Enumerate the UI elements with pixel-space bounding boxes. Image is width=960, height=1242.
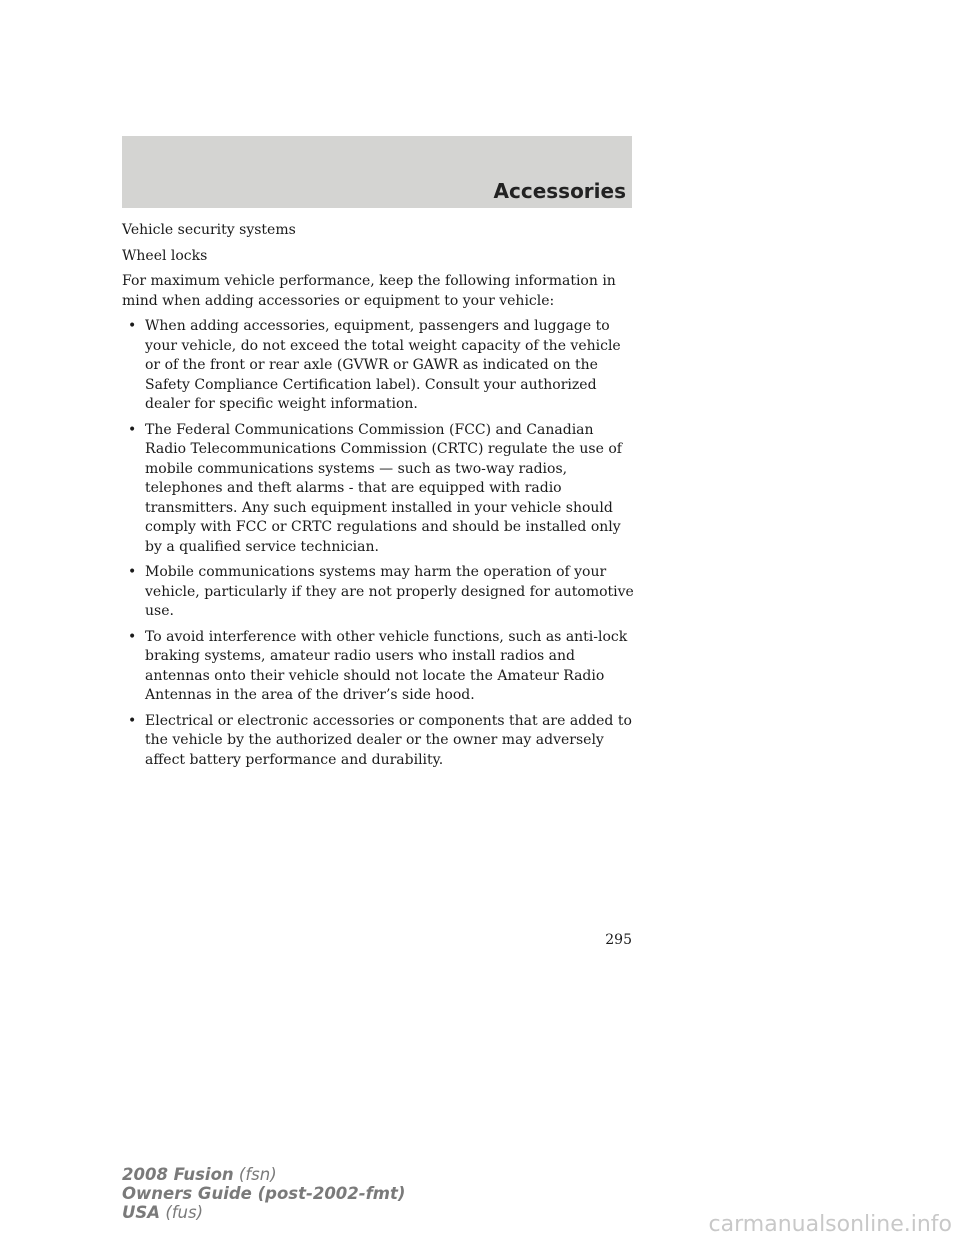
document-footer bbox=[122, 1165, 405, 1222]
intro-paragraph: For maximum vehicle performance, keep the following information in mind when adding accessories or equipment to your vehicle: bbox=[122, 273, 616, 309]
footer-model: 2008 Fusion bbox=[122, 1165, 234, 1184]
bullet-icon: • bbox=[128, 712, 137, 729]
bullet-icon: • bbox=[128, 421, 137, 438]
bullet-text: To avoid interference with other vehicle functions, such as anti-lock braking systems, amateur radio users who install radios and antennas onto their vehicle should not locate the Amateur Radio Antennas in the area of the driver’s side hood. bbox=[145, 628, 628, 703]
page-number: 295 bbox=[605, 932, 632, 948]
bullet-text: Electrical or electronic accessories or components that are added to the vehicle by the authorized dealer or the owner may adversely affect battery performance and durability. bbox=[145, 712, 632, 768]
list-item-security-systems: Vehicle security systems bbox=[122, 222, 296, 238]
page-content bbox=[122, 221, 634, 776]
bullet-icon: • bbox=[128, 318, 137, 334]
bullet-list bbox=[122, 317, 634, 770]
bullet-text: The Federal Communications Commission (FCC) and Canadian Radio Telecommunications Commission (CRTC) regulate the use of mobile communications systems — such as two-way radios, telephones and theft alarms - that are equipped with radio transmitters. Any such equipment installed in your vehicle should comply with FCC or CRTC regulations and should be installed only by a qualified service technician. bbox=[145, 421, 622, 555]
bullet-text: Mobile communications systems may harm the operation of your vehicle, particularly if they are not properly designed for automotive use. bbox=[145, 564, 634, 619]
bullet-item-fcc bbox=[122, 421, 634, 558]
list-item-wheel-locks: Wheel locks bbox=[122, 247, 208, 264]
footer-line-market bbox=[122, 1203, 405, 1222]
section-header-band bbox=[122, 136, 632, 208]
bullet-item-mobile bbox=[122, 563, 634, 622]
bullet-item-interference bbox=[122, 628, 634, 706]
footer-line-model bbox=[122, 1165, 405, 1184]
bullet-text: When adding accessories, equipment, passengers and luggage to your vehicle, do not exceed the total weight capacity of the vehicle or of the front or rear axle (GVWR or GAWR as indicated on the Safety Compliance Certification label). Consult your authorized dealer for specific weight information. bbox=[145, 318, 621, 412]
footer-model-code: (fsn) bbox=[238, 1165, 277, 1184]
section-title: Accessories bbox=[493, 179, 626, 203]
footer-line-guide bbox=[122, 1184, 405, 1203]
footer-market: USA bbox=[122, 1203, 161, 1222]
footer-market-code: (fus) bbox=[165, 1203, 204, 1222]
bullet-icon: • bbox=[128, 628, 137, 645]
bullet-item-weight bbox=[122, 317, 634, 415]
bullet-icon: • bbox=[128, 564, 137, 580]
footer-guide: Owners Guide (post-2002-fmt) bbox=[122, 1184, 406, 1203]
watermark-text: carmanualsonline.info bbox=[708, 1212, 952, 1237]
bullet-item-electrical bbox=[122, 712, 634, 771]
